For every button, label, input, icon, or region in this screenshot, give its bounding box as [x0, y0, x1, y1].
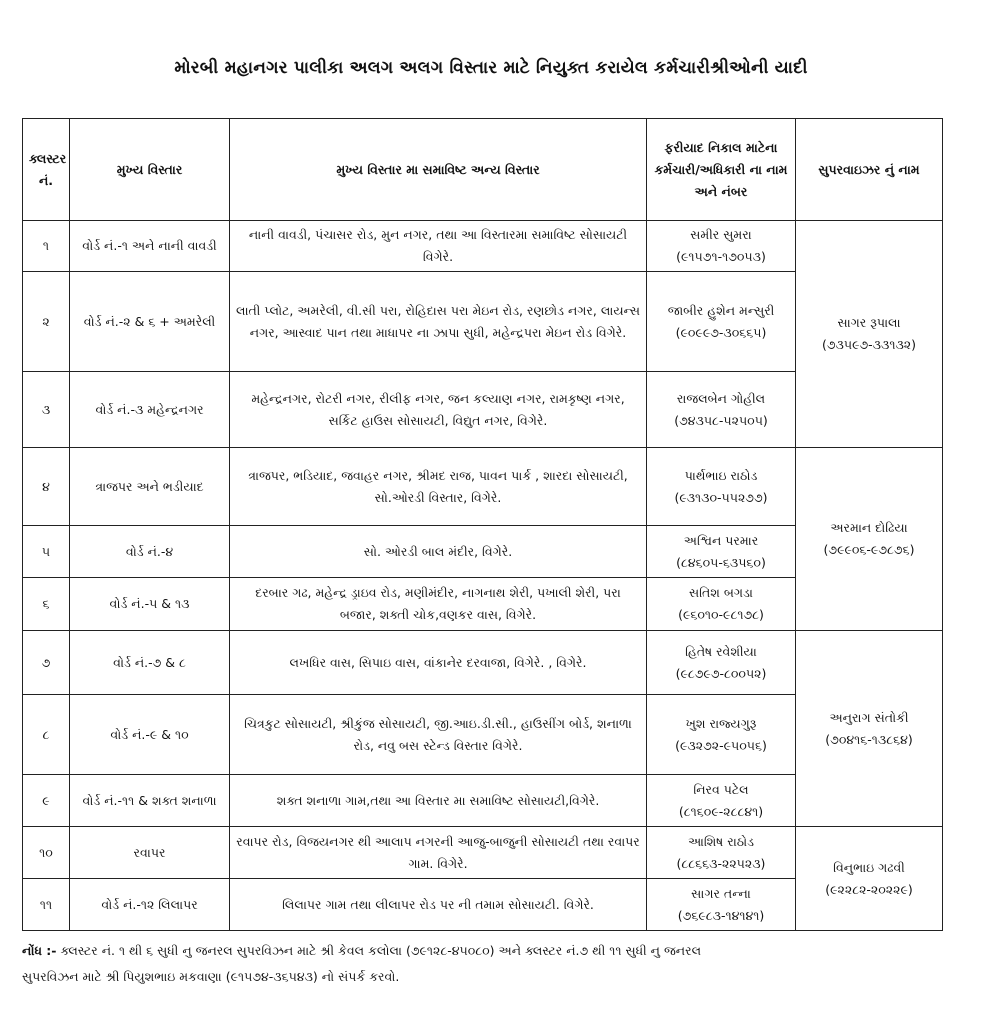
- officer-phone: (૮૪૬૦૫-૬૩૫૬૦): [676, 554, 766, 570]
- supervisor-phone: (૯૨૨૮૨-૨૦૨૨૯): [825, 881, 913, 897]
- footnote-line-2: સુપરવિઝન માટે શ્રી પિયુશભાઇ મકવાણા (૯૧૫૭૪-૩૬૫૪૩) નો સંપર્ક કરવો.: [22, 969, 400, 984]
- cluster-number: ૩: [23, 372, 70, 448]
- header-officer: ફરીયાદ નિકાલ માટેના કર્મચારી/અધિકારી ના નામ અને નંબર: [647, 119, 796, 221]
- cluster-number: ૯: [23, 775, 70, 827]
- sub-areas: ચિત્રકુટ સોસાયટી, શ્રીકુંજ સોસાયટી, જી.આઇ.ડી.સી., હાઉસીંગ બોર્ડ, શનાળા રોડ, નવુ બસ સ્ટેન્ડ વિસ્તાર વિગેરે.: [230, 695, 647, 775]
- supervisor-cell: [796, 221, 943, 448]
- main-area: વોર્ડ નં.-૪: [70, 526, 230, 578]
- footnote-text-1: ક્લસ્ટર નં. ૧ થી ૬ સુધી નુ જનરલ સુપરવિઝન માટે શ્રી કેવલ કલોલા (૭૯૧૨૮-૪૫૦૮૦) અને ક્લસ્ટર નં.૭ થી ૧૧ સુધી નુ જનરલ: [60, 943, 702, 958]
- sub-areas: શક્ત શનાળા ગામ,તથા આ વિસ્તાર મા સમાવિષ્ટ સોસાયટી,વિગેરે.: [230, 775, 647, 827]
- main-area: રવાપર: [70, 827, 230, 879]
- cluster-number: ૫: [23, 526, 70, 578]
- header-cluster: ક્લસ્ટર નં.: [23, 119, 70, 221]
- document-title: મોરબી મહાનગર પાલીકા અલગ અલગ વિસ્તાર માટે નિયુક્ત કરાયેલ કર્મચારીશ્રીઓની યાદી: [174, 58, 808, 78]
- cluster-number: ૪: [23, 448, 70, 526]
- officer-name: સતિશ બગડા: [689, 585, 753, 600]
- sub-areas: રવાપર રોડ, વિજયનગર થી આલાપ નગરની આજુ-બાજુની સોસાયટી તથા રવાપર ગામ. વિગેરે.: [230, 827, 647, 879]
- supervisor-phone: (૭૯૯૦૬-૯૭૮૭૬): [823, 542, 915, 557]
- officer-cell: [647, 695, 796, 775]
- footnote-line-1: [22, 938, 952, 964]
- header-sub-areas: મુખ્ય વિસ્તાર મા સમાવિષ્ટ અન્ય વિસ્તાર: [230, 119, 647, 221]
- sub-areas: લિલાપર ગામ તથા લીલાપર રોડ પર ની તમામ સોસાયટી. વિગેરે.: [230, 879, 647, 931]
- main-area: વોર્ડ નં.-૧ અને નાની વાવડી: [70, 221, 230, 272]
- officer-phone: (૯૧૫૭૧-૧૭૦૫૩): [676, 249, 766, 264]
- officer-phone: (૮૮૬૬૩-૨૨૫૨૩): [676, 855, 766, 871]
- officer-name: અશ્વિન પરમાર: [683, 532, 759, 548]
- supervisor-cell: [796, 631, 943, 827]
- officer-cell: [647, 879, 796, 931]
- main-area: વોર્ડ નં.-૯ & ૧૦: [70, 695, 230, 775]
- table-row: [23, 448, 943, 526]
- officer-cell: [647, 827, 796, 879]
- sub-areas: દરબાર ગઢ, મહેન્દ્ર ડ્રાઇવ રોડ, મણીમંદીર, નાગનાથ શેરી, પખાલી શેરી, પરા બજાર, શક્તી ચોક,વણકર વાસ, વિગેરે.: [230, 578, 647, 631]
- officer-phone: (૯૮૭૯૭-૮૦૦૫૨): [675, 665, 767, 681]
- header-main-area: મુખ્ય વિસ્તાર: [70, 119, 230, 221]
- footnote-label: નોંધ :-: [22, 943, 57, 958]
- officer-phone: (૯૦૯૯૭-૩૦૬૬૫): [675, 324, 767, 340]
- cluster-number: ૧: [23, 221, 70, 272]
- sub-areas: મહેન્દ્રનગર, રોટરી નગર, રીલીફ નગર, જન કલ્યાણ નગર, રામકૃષ્ણ નગર, સર્કિટ હાઉસ સોસાયટી, વિદ્યુત નગર, વિગેરે.: [230, 372, 647, 448]
- officer-cell: [647, 221, 796, 272]
- main-area: ત્રાજપર અને ભડીયાદ: [70, 448, 230, 526]
- table-row: [23, 631, 943, 695]
- main-area: વોર્ડ નં.-૧૧ & શક્ત શનાળા: [70, 775, 230, 827]
- main-area: વોર્ડ નં.-૨ & ૬ + અમરેલી: [70, 272, 230, 372]
- table-header-row: [23, 119, 943, 221]
- header-supervisor: સુપરવાઇઝર નું નામ: [796, 119, 943, 221]
- supervisor-cell: [796, 448, 943, 631]
- cluster-number: ૨: [23, 272, 70, 372]
- table-row: [23, 221, 943, 272]
- officer-name: જાબીર હુશેન મન્સુરી: [667, 302, 775, 318]
- sub-areas: લખધિર વાસ, સિપાઇ વાસ, વાંકાનેર દરવાજા, વિગેરે. , વિગેરે.: [230, 631, 647, 695]
- officer-cell: [647, 448, 796, 526]
- officer-cell: [647, 578, 796, 631]
- main-area: વોર્ડ નં.-૩ મહેન્દ્રનગર: [70, 372, 230, 448]
- officer-name: પાર્થભાઇ રાઠોડ: [684, 467, 758, 483]
- footnote: [22, 938, 952, 990]
- officer-phone: (૯૩૨૭૨-૯૫૦૫૬): [675, 737, 767, 753]
- officer-name: રાજલબેન ગોહીલ: [676, 390, 766, 406]
- sub-areas: ત્રાજપર, ભડિયાદ, જવાહર નગર, શ્રીમદ રાજ, પાવન પાર્ક , શારદા સોસાયટી, સો.ઓરડી વિસ્તાર, વિગેરે.: [230, 448, 647, 526]
- officer-cell: [647, 272, 796, 372]
- officer-phone: (૭૬૯૮૩-૧૪૧૪૧): [677, 907, 765, 923]
- supervisor-name: વિનુભાઇ ગઢવી: [833, 859, 905, 875]
- officer-name: સમીર સુમરા: [690, 227, 752, 242]
- officer-phone: (૮૧૬૦૯-૨૮૮૪૧): [678, 803, 764, 819]
- officer-name: નિરવ પટેલ: [693, 781, 749, 797]
- supervisor-name: સાગર રૂપાલા: [837, 315, 901, 330]
- officer-phone: (૯૩૧૩૦-૫૫૨૭૭): [674, 489, 768, 505]
- sub-areas: નાની વાવડી, પંચાસર રોડ, મુન નગર, તથા આ વિસ્તારમા સમાવિષ્ટ સોસાયટી વિગેરે.: [230, 221, 647, 272]
- table-row: [23, 827, 943, 879]
- officer-cell: [647, 526, 796, 578]
- supervisor-name: અનુરાગ સંતોકી: [829, 709, 909, 725]
- officer-name: સાગર તન્ના: [691, 885, 751, 901]
- officer-cell: [647, 631, 796, 695]
- main-area: વોર્ડ નં.-૧૨ લિલાપર: [70, 879, 230, 931]
- cluster-number: ૬: [23, 578, 70, 631]
- officer-name: આશિષ રાઠોડ: [687, 833, 755, 849]
- officer-phone: (૭૪૩૫૮-૫૨૫૦૫): [674, 412, 768, 428]
- supervisor-phone: (૭૩૫૯૭-૩૩૧૩૨): [821, 337, 916, 352]
- cluster-number: ૮: [23, 695, 70, 775]
- supervisor-cell: [796, 827, 943, 931]
- staff-table: [22, 118, 943, 931]
- officer-name: ખુશ રાજ્યગુરૂ: [685, 715, 757, 731]
- officer-name: હિતેષ રવેશીયા: [685, 643, 757, 659]
- supervisor-phone: (૭૦૪૧૬-૧૩૮૬૪): [825, 731, 913, 747]
- sub-areas: લાતી પ્લોટ, અમરેલી, વી.સી પરા, રોહિદાસ પરા મેઇન રોડ, રણછોડ નગર, લાયન્સ નગર, આસ્વાદ પાન તથા માધાપર ના ઝાપા સુધી, મહેન્દ્રપરા મેઇન રોડ વિગેરે.: [230, 272, 647, 372]
- main-area: વોર્ડ નં.-૭ & ૮: [70, 631, 230, 695]
- supervisor-name: અરમાન દોઢિયા: [830, 520, 908, 535]
- officer-cell: [647, 775, 796, 827]
- officer-phone: (૯૬૦૧૦-૯૮૧૭૮): [678, 607, 764, 622]
- sub-areas: સો. ઓરડી બાલ મંદીર, વિગેરે.: [230, 526, 647, 578]
- main-area: વોર્ડ નં.-૫ & ૧૩: [70, 578, 230, 631]
- cluster-number: ૧૧: [23, 879, 70, 931]
- cluster-number: ૧૦: [23, 827, 70, 879]
- cluster-number: ૭: [23, 631, 70, 695]
- officer-cell: [647, 372, 796, 448]
